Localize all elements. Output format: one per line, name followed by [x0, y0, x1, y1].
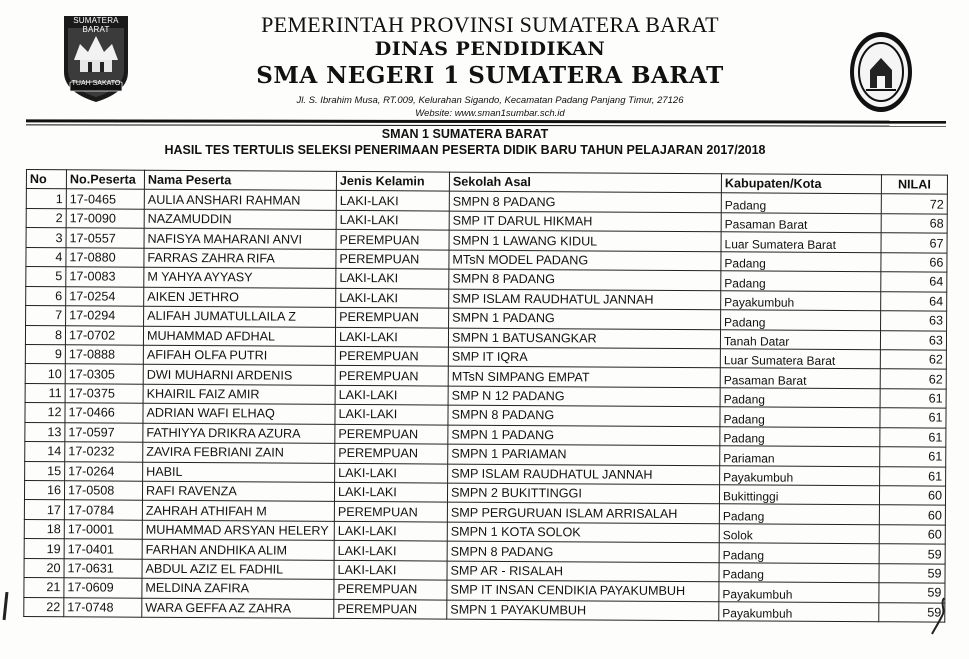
regency-city: Pasaman Barat: [720, 368, 880, 388]
gender: PEREMPUAN: [336, 307, 449, 327]
gender: PEREMPUAN: [335, 366, 448, 386]
row-no: 8: [25, 325, 65, 345]
gender: LAKI-LAKI: [334, 482, 447, 502]
gender: PEREMPUAN: [334, 502, 447, 522]
regency-city: Padang: [721, 271, 881, 291]
results-table: [23, 169, 948, 623]
origin-school: SMPN 1 PADANG: [449, 308, 721, 329]
participant-name: MUHAMMAD ARSYAN HELERY: [142, 520, 334, 541]
score: 61: [880, 408, 946, 428]
score: 59: [879, 583, 945, 603]
government-name: PEMERINTAH PROVINSI SUMATERA BARAT: [261, 12, 719, 37]
participant-id: 17-0294: [66, 306, 144, 326]
participant-name: FARHAN ANDHIKA ALIM: [142, 540, 334, 561]
row-no: 12: [25, 403, 65, 423]
score: 61: [880, 389, 946, 409]
regency-city: Tanah Datar: [720, 329, 880, 349]
participant-id: 17-0557: [66, 228, 144, 248]
origin-school: SMP IT INSAN CENDIKIA PAYAKUMBUH: [447, 580, 719, 601]
score: 59: [879, 602, 945, 622]
origin-school: SMPN 8 PADANG: [448, 405, 720, 426]
participant-name: ZAHRAH ATHIFAH M: [142, 501, 334, 522]
score: 63: [880, 330, 946, 350]
regency-city: Padang: [721, 251, 881, 271]
score: 62: [880, 350, 946, 370]
origin-school: SMP IT IQRA: [448, 347, 720, 368]
participant-name: ADRIAN WAFI ELHAQ: [143, 403, 335, 424]
gender: PEREMPUAN: [334, 580, 447, 600]
header-divider-thick: [26, 119, 946, 123]
regency-city: Padang: [719, 504, 879, 524]
gender: PEREMPUAN: [335, 424, 448, 444]
score: 63: [881, 311, 947, 331]
score: 68: [881, 214, 947, 234]
participant-name: DWI MUHARNI ARDENIS: [143, 365, 335, 386]
participant-name: AIKEN JETHRO: [144, 287, 336, 308]
school-website: Website: www.sman1sumbar.sch.id: [415, 108, 565, 119]
participant-name: HABIL: [143, 462, 335, 483]
results-table-container: [23, 169, 947, 623]
row-no: 2: [26, 208, 66, 228]
participant-name: WARA GEFFA AZ ZAHRA: [142, 598, 334, 619]
regency-city: Padang: [720, 426, 880, 446]
gender: LAKI-LAKI: [336, 288, 449, 308]
participant-id: 17-0466: [65, 403, 143, 423]
score: 61: [880, 447, 946, 467]
participant-id: 17-0090: [66, 209, 144, 229]
header-origin-school: Sekolah Asal: [449, 172, 721, 193]
department-name: DINAS PENDIDIKAN: [374, 38, 606, 60]
regency-city: Luar Sumatera Barat: [721, 232, 881, 252]
participant-id: 17-0880: [66, 247, 144, 267]
pen-mark: [3, 592, 9, 620]
score: 59: [879, 563, 945, 583]
participant-id: 17-0702: [65, 325, 143, 345]
origin-school: SMPN 1 KOTA SOLOK: [447, 522, 719, 543]
origin-school: SMP ISLAM RAUDHATUL JANNAH: [449, 289, 721, 310]
participant-name: ALIFAH JUMATULLAILA Z: [144, 306, 336, 327]
participant-name: AULIA ANSHARI RAHMAN: [144, 190, 336, 211]
origin-school: SMPN 1 PARIAMAN: [448, 444, 720, 465]
origin-school: SMP PERGURUAN ISLAM ARRISALAH: [447, 503, 719, 524]
score: 60: [879, 486, 945, 506]
document-title: SMAN 1 SUMATERA BARAT: [381, 127, 549, 141]
regency-city: Pariaman: [720, 446, 880, 466]
participant-id: 17-0748: [64, 597, 142, 617]
gender: LAKI-LAKI: [335, 385, 448, 405]
participant-name: MELDINA ZAFIRA: [142, 578, 334, 599]
school-address: Jl. S. Ibrahim Musa, RT.009, Kelurahan Sigando, Kecamatan Padang Panjang Timur, 27126: [296, 95, 684, 106]
participant-name: ZAVIRA FEBRIANI ZAIN: [143, 442, 335, 463]
score: 61: [880, 466, 946, 486]
row-no: 21: [24, 578, 64, 598]
score: 60: [879, 525, 945, 545]
origin-school: SMP AR - RISALAH: [447, 561, 719, 582]
origin-school: SMPN 8 PADANG: [449, 192, 721, 213]
gender: LAKI-LAKI: [335, 405, 448, 425]
regency-city: Solok: [719, 524, 879, 544]
origin-school: SMPN 1 PAYAKUMBUH: [447, 600, 719, 621]
gender: LAKI-LAKI: [335, 463, 448, 483]
header-participant-name: Nama Peserta: [144, 170, 336, 191]
header-participant-id: No.Peserta: [66, 170, 144, 190]
score: 67: [881, 233, 947, 253]
school-name: SMA NEGERI 1 SUMATERA BARAT: [256, 62, 724, 89]
participant-name: KHAIRIL FAIZ AMIR: [143, 384, 335, 405]
row-no: 16: [24, 480, 64, 500]
row-no: 20: [24, 558, 64, 578]
emblem-motto: TUAH SAKATO: [71, 80, 121, 87]
score: 72: [881, 194, 947, 214]
header-score: NILAI: [881, 175, 947, 195]
origin-school: SMP IT DARUL HIKMAH: [449, 211, 721, 232]
participant-name: ABDUL AZIZ EL FADHIL: [142, 559, 334, 580]
regency-city: Padang: [720, 388, 880, 408]
regency-city: Luar Sumatera Barat: [720, 349, 880, 369]
row-no: 6: [26, 286, 66, 306]
gender: PEREMPUAN: [336, 249, 449, 269]
row-no: 4: [26, 247, 66, 267]
regency-city: Padang: [719, 562, 879, 582]
participant-id: 17-0609: [64, 578, 142, 598]
participant-name: FATHIYYA DRIKRA AZURA: [143, 423, 335, 444]
participant-id: 17-0254: [66, 286, 144, 306]
row-no: 19: [24, 539, 64, 559]
score: 64: [881, 291, 947, 311]
gender: PEREMPUAN: [335, 346, 448, 366]
row-no: 1: [26, 189, 66, 209]
regency-city: Padang: [719, 543, 879, 563]
participant-id: 17-0508: [64, 481, 142, 501]
gender: PEREMPUAN: [334, 599, 447, 619]
score: 61: [880, 427, 946, 447]
gender: LAKI-LAKI: [336, 269, 449, 289]
header-regency-city: Kabupaten/Kota: [721, 174, 881, 194]
row-no: 13: [25, 422, 65, 442]
regency-city: Payakumbuh: [721, 290, 881, 310]
participant-name: NAFISYA MAHARANI ANVI: [144, 229, 336, 250]
participant-name: RAFI RAVENZA: [142, 481, 334, 502]
participant-id: 17-0465: [66, 189, 144, 209]
regency-city: Payakumbuh: [719, 601, 879, 621]
row-no: 3: [26, 228, 66, 248]
participant-id: 17-0597: [65, 422, 143, 442]
participant-name: M YAHYA AYYASY: [144, 267, 336, 288]
origin-school: MTsN SIMPANG EMPAT: [448, 366, 720, 387]
participant-id: 17-0001: [64, 520, 142, 540]
row-no: 14: [25, 442, 65, 462]
row-no: 5: [26, 267, 66, 287]
origin-school: SMPN 1 LAWANG KIDUL: [449, 230, 721, 251]
gender: PEREMPUAN: [336, 230, 449, 250]
participant-name: FARRAS ZAHRA RIFA: [144, 248, 336, 269]
regency-city: Pasaman Barat: [721, 213, 881, 233]
regency-city: Padang: [721, 193, 881, 213]
score: 59: [879, 544, 945, 564]
score: 66: [881, 252, 947, 272]
regency-city: Padang: [721, 310, 881, 330]
row-no: 22: [24, 597, 64, 617]
origin-school: SMPN 8 PADANG: [447, 541, 719, 562]
school-seal-icon: [848, 30, 914, 114]
score: 60: [879, 505, 945, 525]
participant-id: 17-0631: [64, 558, 142, 578]
row-no: 9: [25, 344, 65, 364]
participant-id: 17-0264: [65, 461, 143, 481]
emblem-caption: SUMATERA BARAT: [73, 16, 119, 34]
pen-mark-signature: [930, 596, 950, 636]
gender: LAKI-LAKI: [335, 327, 448, 347]
participant-name: AFIFAH OLFA PUTRI: [143, 345, 335, 366]
gender: LAKI-LAKI: [334, 560, 447, 580]
participant-id: 17-0401: [64, 539, 142, 559]
origin-school: SMP ISLAM RAUDHATUL JANNAH: [448, 464, 720, 485]
document-subtitle: HASIL TES TERTULIS SELEKSI PENERIMAAN PESERTA DIDIK BARU TAHUN PELAJARAN 2017/2018: [164, 143, 766, 157]
origin-school: SMPN 1 PADANG: [448, 425, 720, 446]
row-no: 17: [24, 500, 64, 520]
row-no: 10: [25, 364, 65, 384]
gender: LAKI-LAKI: [334, 521, 447, 541]
gender: PEREMPUAN: [335, 444, 448, 464]
header-gender: Jenis Kelamin: [336, 171, 449, 191]
participant-name: NAZAMUDDIN: [144, 209, 336, 230]
participant-id: 17-0232: [65, 442, 143, 462]
score: 64: [881, 272, 947, 292]
origin-school: SMP N 12 PADANG: [448, 386, 720, 407]
regency-city: Payakumbuh: [719, 582, 879, 602]
participant-id: 17-0888: [65, 345, 143, 365]
score: 62: [880, 369, 946, 389]
origin-school: SMPN 8 PADANG: [449, 269, 721, 290]
participant-name: MUHAMMAD AFDHAL: [143, 326, 335, 347]
row-no: 7: [26, 306, 66, 326]
row-no: 11: [25, 383, 65, 403]
participant-id: 17-0375: [65, 384, 143, 404]
regency-city: Payakumbuh: [720, 465, 880, 485]
gender: LAKI-LAKI: [336, 210, 449, 230]
origin-school: SMPN 2 BUKITTINGGI: [447, 483, 719, 504]
regency-city: Bukittinggi: [719, 485, 879, 505]
participant-id: 17-0784: [64, 500, 142, 520]
gender: LAKI-LAKI: [336, 191, 449, 211]
participant-id: 17-0305: [65, 364, 143, 384]
row-no: 15: [25, 461, 65, 481]
participant-id: 17-0083: [66, 267, 144, 287]
header-no: No: [26, 170, 66, 190]
origin-school: MTsN MODEL PADANG: [449, 250, 721, 271]
regency-city: Padang: [720, 407, 880, 427]
origin-school: SMPN 1 BATUSANGKAR: [448, 328, 720, 349]
row-no: 18: [24, 519, 64, 539]
gender: LAKI-LAKI: [334, 541, 447, 561]
